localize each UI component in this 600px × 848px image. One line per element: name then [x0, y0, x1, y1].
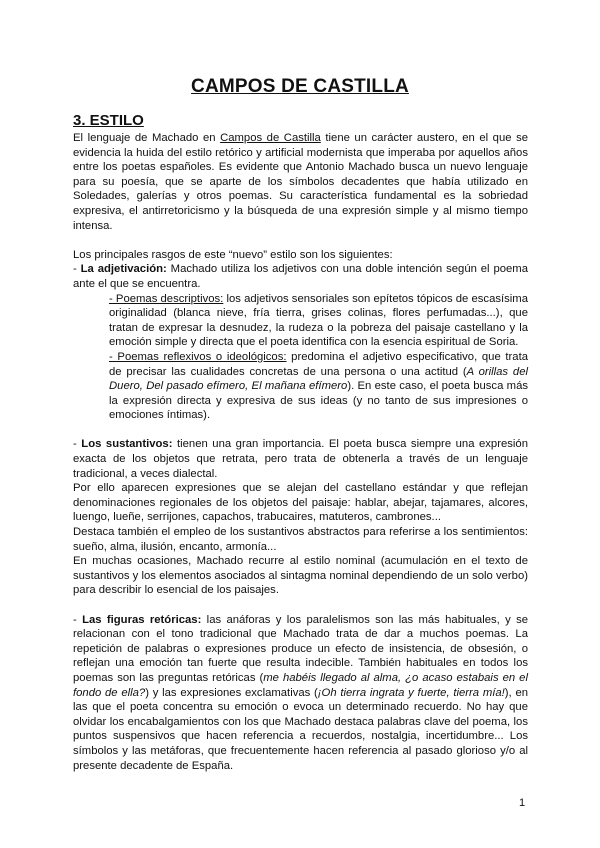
adjetivacion-text: Machado utiliza los adjetivos con una doble intención según el poema ante el que se encuentra. [73, 263, 528, 290]
adjetivacion-paragraph [73, 262, 528, 291]
figuras-text-3: ), en las que el poeta concentra su emoción o evoca un determinado recuerdo. No hay que olvidar los encabalgamientos con los que Machado destaca palabras clave del poema, los puntos suspensivos que hacen referencia a recuerdos, nostalgia, incertidumbre... Los símbolos y las metáforas, que frecuentemente hacen referencia al pasado glorioso y/o al presente decadente de España. [73, 686, 529, 772]
descriptivos-text: los adjetivos sensoriales son epítetos tópicos de escasísima originalidad (blanca nieve, fría tierra, grises colinas, flores perfumadas...), que tratan de expresar la desnudez, la rudeza o la pobreza del paisaje castellano y la emoción simple y directa que el poeta identifica con la esencia espiritual de Soria. [109, 292, 528, 349]
reflexivos-label: - Poemas reflexivos o ideológicos: [109, 350, 287, 363]
sustantivos-regionales: Por ello aparecen expresiones que se alejan del castellano estándar y que reflejan denominaciones regionales de los objetos del paisaje: hablar, abejar, tajamares, alcores, luengo, lueñe, serrijones, capachos, trabucaires, matuteros, cambrones... [73, 482, 528, 524]
reflexivos-paragraph [73, 350, 528, 423]
sustantivos-paragraph [73, 437, 528, 481]
bullet-dash: - [73, 263, 81, 276]
reflexivos-text-start: predomina el adjetivo especificativo, que trata de precisar las cualidades concretas de una persona o una actitud ( [109, 350, 528, 378]
sustantivos-text: tienen una gran importancia. El poeta busca siempre una expresión exacta de los objetos que retrata, pero trata de obtenerla a través de un lenguaje tradicional, a veces dialectal. [73, 438, 528, 480]
figuras-label: Las figuras retóricas: [82, 613, 202, 626]
figuras-paragraph [73, 613, 528, 774]
adjetivacion-label: La adjetivación: [80, 263, 167, 276]
intro-text-start: El lenguaje de Machado en [73, 132, 221, 144]
estilo-nominal: En muchas ocasiones, Machado recurre al estilo nominal (acumulación en el texto de sustantivos y los elementos asociados al sintagma nominal dependiendo de un solo verbo) para describir lo esencial de los paisajes. [73, 555, 528, 597]
figuras-text-1: las anáforas y los paralelismos son las más habituales, y se relacionan con el tono tradicional que Machado trata de dar a muchos poemas. La repetición de palabras o expresiones produce un efecto de insistencia, de obsesión, o reflejan una emoción tan fuerte que resulta indecible. También habituales en todos los poemas son las preguntas retóricas ( [73, 613, 528, 684]
reflexivos-text-end: ). En este caso, el poeta busca más la expresión directa y expresiva de sus ideas (y no tanto de sus impresiones o emociones íntimas). [109, 380, 529, 422]
document-body [73, 131, 528, 773]
descriptivos-paragraph [73, 292, 528, 350]
intro-paragraph [73, 131, 528, 233]
figuras-example-1: me habéis llegado al alma, ¿o acaso estabais en el fondo de ella? [73, 671, 528, 699]
section-heading: 3. ESTILO [73, 112, 144, 129]
intro-text-rest: tiene un carácter austero, en el que se evidencia la huida del estilo retórico y artificial modernista que imperaba por aquellos años entre los poetas españoles. Es evidente que Antonio Machado busca un nuevo lenguaje para su poesía, que se aparte de los símbolos decadentes que había utilizado en Soledades, galerías y otros poemas. Su característica fundamental es la sobriedad expresiva, el antirretoricismo y la búsqueda de una expresión simple y al mismo tiempo intensa. [73, 132, 529, 232]
book-title-reference: Campos de Castilla [220, 132, 321, 144]
reflexivos-examples: A orillas del Duero, Del pasado efímero, El mañana efímero [109, 365, 528, 393]
bullet-dash: - [73, 438, 82, 451]
rasgos-intro: Los principales rasgos de este “nuevo” estilo son los siguientes: [73, 248, 393, 261]
bullet-dash: - [73, 613, 83, 626]
sustantivos-abstractos: Destaca también el empleo de los sustantivos abstractos para referirse a los sentimientos: sueño, alma, ilusión, encanto, armonía... [73, 526, 528, 553]
figuras-example-2: ¡Oh tierra ingrata y fuerte, tierra mía! [317, 686, 505, 699]
page-number: 1 [519, 797, 526, 809]
page-title: CAMPOS DE CASTILLA [191, 76, 409, 97]
figuras-text-2: ) y las expresiones exclamativas ( [145, 686, 318, 699]
sustantivos-label: Los sustantivos: [81, 438, 173, 451]
descriptivos-label: - Poemas descriptivos: [109, 292, 224, 305]
